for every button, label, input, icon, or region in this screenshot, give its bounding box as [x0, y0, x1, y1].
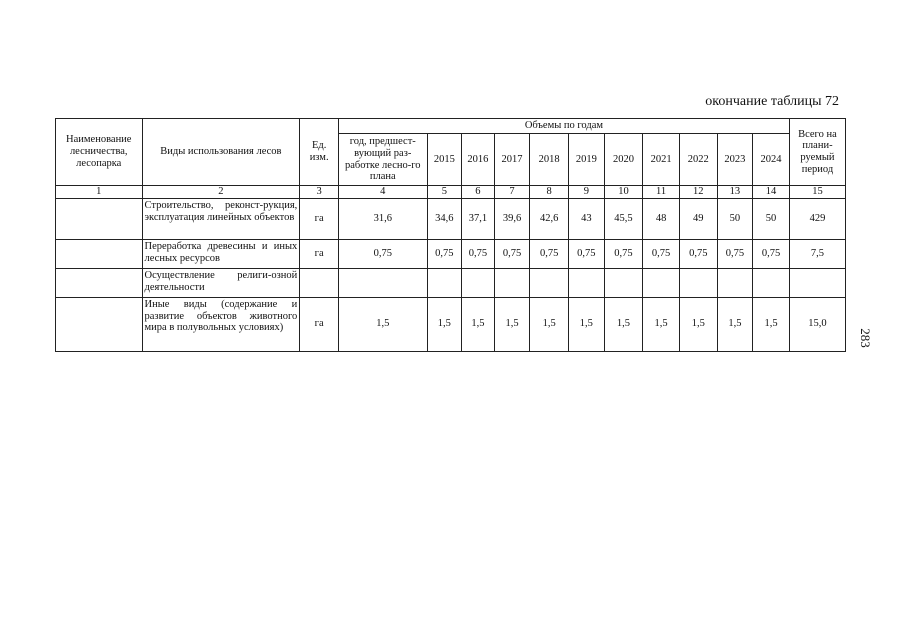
table-caption: окончание таблицы 72 [705, 94, 839, 109]
column-number: 7 [494, 186, 530, 199]
header-year: 2021 [643, 134, 680, 186]
header-year: 2022 [679, 134, 717, 186]
cell-value: 39,6 [494, 198, 530, 239]
cell-value: 1,5 [753, 297, 790, 351]
header-year: 2019 [569, 134, 605, 186]
cell-value: 50 [753, 198, 790, 239]
cell-value: 0,75 [604, 239, 643, 268]
cell-use-type: Осуществление религи-озной деятельности [142, 268, 300, 297]
cell-value: 45,5 [604, 198, 643, 239]
column-number: 4 [338, 186, 427, 199]
cell-value: 0,75 [679, 239, 717, 268]
cell-value [427, 268, 462, 297]
cell-use-type: Строительство, реконст-рукция, эксплуатация линейных объектов [142, 198, 300, 239]
cell-value: 0,75 [530, 239, 569, 268]
header-unit: Ед. изм. [300, 119, 339, 186]
column-number: 15 [789, 186, 845, 199]
column-number: 10 [604, 186, 643, 199]
cell-value [643, 268, 680, 297]
header-year: 2016 [462, 134, 495, 186]
column-number: 8 [530, 186, 569, 199]
cell-value: 1,5 [679, 297, 717, 351]
header-use-type: Виды использования лесов [142, 119, 300, 186]
cell-value: 0,75 [427, 239, 462, 268]
cell-prev-year: 0,75 [338, 239, 427, 268]
header-year: 2015 [427, 134, 462, 186]
cell-value: 1,5 [643, 297, 680, 351]
cell-value [530, 268, 569, 297]
cell-value: 0,75 [569, 239, 605, 268]
table-row [56, 297, 846, 351]
cell-value: 48 [643, 198, 680, 239]
cell-value [717, 268, 753, 297]
cell-value: 43 [569, 198, 605, 239]
column-number: 2 [142, 186, 300, 199]
header-prev-year: год, предшест-вующий раз-работке лесно-го плана [338, 134, 427, 186]
column-number: 5 [427, 186, 462, 199]
cell-value [753, 268, 790, 297]
cell-prev-year [338, 268, 427, 297]
cell-prev-year: 31,6 [338, 198, 427, 239]
table-row [56, 268, 846, 297]
cell-prev-year: 1,5 [338, 297, 427, 351]
cell-value: 37,1 [462, 198, 495, 239]
cell-value: 1,5 [569, 297, 605, 351]
cell-value: 42,6 [530, 198, 569, 239]
cell-total: 15,0 [789, 297, 845, 351]
table-row [56, 239, 846, 268]
header-year: 2018 [530, 134, 569, 186]
cell-value [494, 268, 530, 297]
header-forestry: Наименование лесничества, лесопарка [56, 119, 143, 186]
column-number: 13 [717, 186, 753, 199]
cell-value: 0,75 [643, 239, 680, 268]
column-number: 9 [569, 186, 605, 199]
cell-value: 1,5 [462, 297, 495, 351]
cell-unit [300, 268, 339, 297]
column-number: 1 [56, 186, 143, 199]
cell-value [604, 268, 643, 297]
cell-value: 0,75 [717, 239, 753, 268]
header-year: 2017 [494, 134, 530, 186]
cell-value: 1,5 [427, 297, 462, 351]
cell-value: 1,5 [494, 297, 530, 351]
cell-value: 1,5 [604, 297, 643, 351]
cell-unit: га [300, 297, 339, 351]
header-year: 2023 [717, 134, 753, 186]
cell-value: 0,75 [494, 239, 530, 268]
column-number: 6 [462, 186, 495, 199]
cell-total [789, 268, 845, 297]
cell-use-type: Переработка древесины и иных лесных ресурсов [142, 239, 300, 268]
header-total: Всего на плани-руемый период [789, 119, 845, 186]
cell-value: 49 [679, 198, 717, 239]
cell-unit: га [300, 239, 339, 268]
forest-use-table [55, 118, 846, 352]
cell-forestry [56, 297, 143, 351]
cell-value: 50 [717, 198, 753, 239]
page-number: 283 [858, 328, 873, 348]
cell-unit: га [300, 198, 339, 239]
cell-forestry [56, 198, 143, 239]
header-year: 2020 [604, 134, 643, 186]
cell-value: 1,5 [530, 297, 569, 351]
column-number: 3 [300, 186, 339, 199]
column-number: 14 [753, 186, 790, 199]
cell-value [462, 268, 495, 297]
column-number: 11 [643, 186, 680, 199]
cell-total: 7,5 [789, 239, 845, 268]
cell-value [679, 268, 717, 297]
header-year: 2024 [753, 134, 790, 186]
cell-forestry [56, 239, 143, 268]
cell-value: 0,75 [753, 239, 790, 268]
cell-value: 0,75 [462, 239, 495, 268]
cell-value: 34,6 [427, 198, 462, 239]
table-row [56, 198, 846, 239]
header-volumes-by-year: Объемы по годам [338, 119, 789, 134]
cell-value: 1,5 [717, 297, 753, 351]
cell-use-type: Иные виды (содержание и развитие объектов животного мира в полувольных условиях) [142, 297, 300, 351]
column-number: 12 [679, 186, 717, 199]
cell-total: 429 [789, 198, 845, 239]
cell-forestry [56, 268, 143, 297]
cell-value [569, 268, 605, 297]
